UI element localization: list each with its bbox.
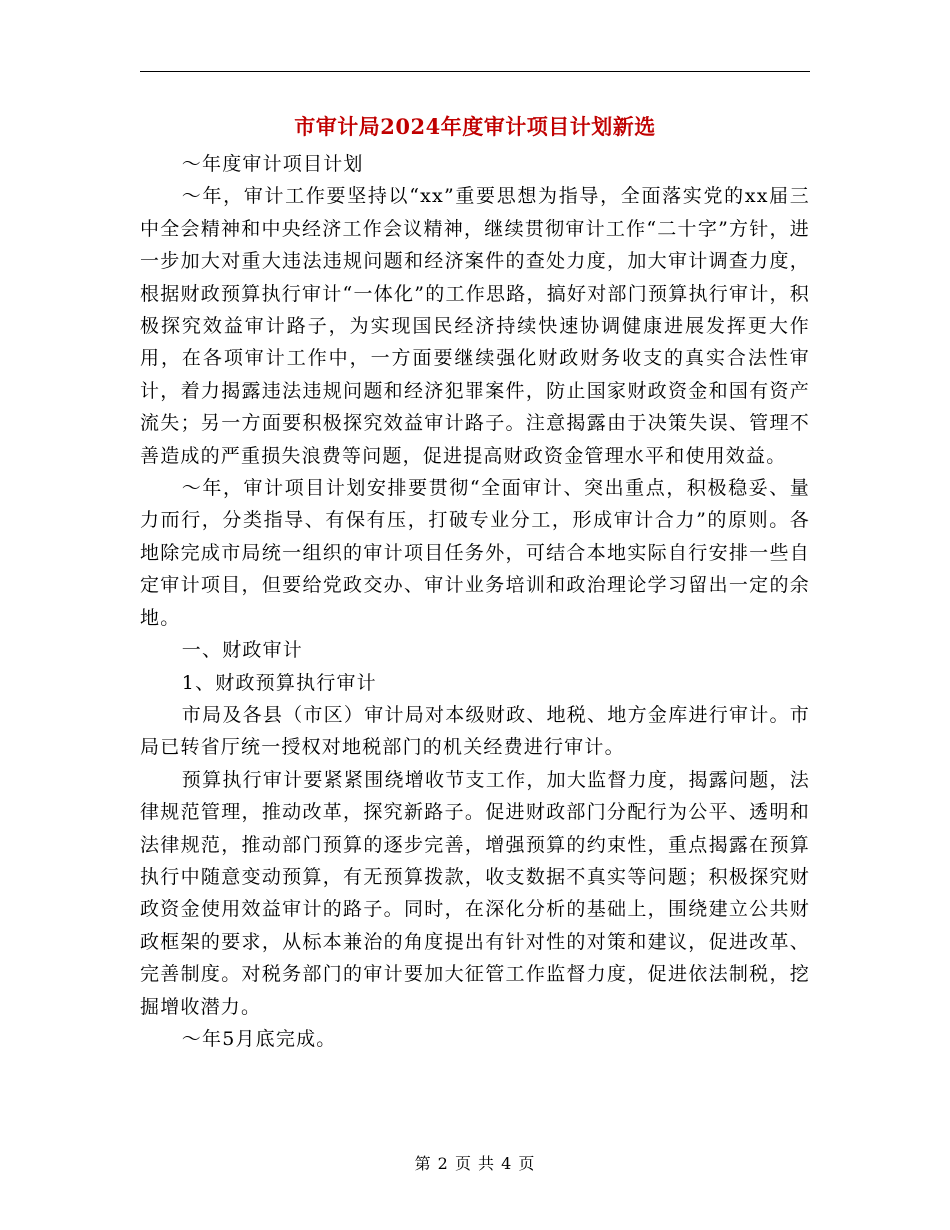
section-heading-fiscal-audit: 一、财政审计 [181, 639, 303, 662]
paragraph-audit-scope: 市局及各县（市区）审计局对本级财政、地税、地方金库进行审计。市局已转省厅统一授权对地税部门的机关经费进行审计。 [140, 703, 810, 759]
header-rule [140, 71, 810, 72]
paragraph-budget-requirements: 预算执行审计要紧紧围绕增收节支工作，加大监督力度，揭露问题，法律规范管理，推动改革，探究新路子。促进财政部门分配行为公平、透明和法律规范，推动部门预算的逐步完善，增强预算的约束性，重点揭露在预算执行中随意变动预算，有无预算拨款，收支数据不真实等问题；积极探究财政资金使用效益审计的路子。同时，在深化分析的基础上，围绕建立公共财政框架的要求，从标本兼治的角度提出有针对性的对策和建议，促进改革、完善制度。对税务部门的审计要加大征管工作监督力度，促进依法制税，挖掘增收潜力。 [140, 768, 810, 1018]
document-title: 市审计局2024年度审计项目计划新选 [294, 114, 656, 139]
document-body [140, 148, 810, 1055]
paragraph-guidance: ～年，审计工作要坚持以“xx”重要思想为指导，全面落实党的xx届三中全会精神和中央经济工作会议精神，继续贯彻审计工作“二十字”方针，进一步加大对重大违法违规问题和经济案件的查处力度，加大审计调查力度，根据财政预算执行审计“一体化”的工作思路，搞好对部门预算执行审计，积极探究效益审计路子，为实现国民经济持续快速协调健康进展发挥更大作用，在各项审计工作中，一方面要继续强化财政财务收支的真实合法性审计，着力揭露违法违规问题和经济犯罪案件，防止国家财政资金和国有资产流失；另一方面要积极探究效益审计路子。注意揭露由于决策失误、管理不善造成的严重损失浪费等问题，促进提高财政资金管理水平和使用效益。 [140, 185, 810, 467]
paragraph-subtitle: ～年度审计项目计划 [181, 153, 364, 175]
subsection-heading-budget-audit: 1、财政预算执行审计 [181, 671, 377, 694]
page-number-footer: 第 2 页 共 4 页 [414, 1154, 536, 1173]
paragraph-principles: ～年，审计项目计划安排要贯彻“全面审计、突出重点，积极稳妥、量力而行，分类指导、有保有压，打破专业分工，形成审计合力”的原则。各地除完成市局统一组织的审计项目任务外，可结合本地实际自行安排一些自定审计项目，但要给党政交办、审计业务培训和政治理论学习留出一定的余地。 [140, 477, 810, 629]
paragraph-deadline: ～年5月底完成。 [181, 1027, 337, 1050]
